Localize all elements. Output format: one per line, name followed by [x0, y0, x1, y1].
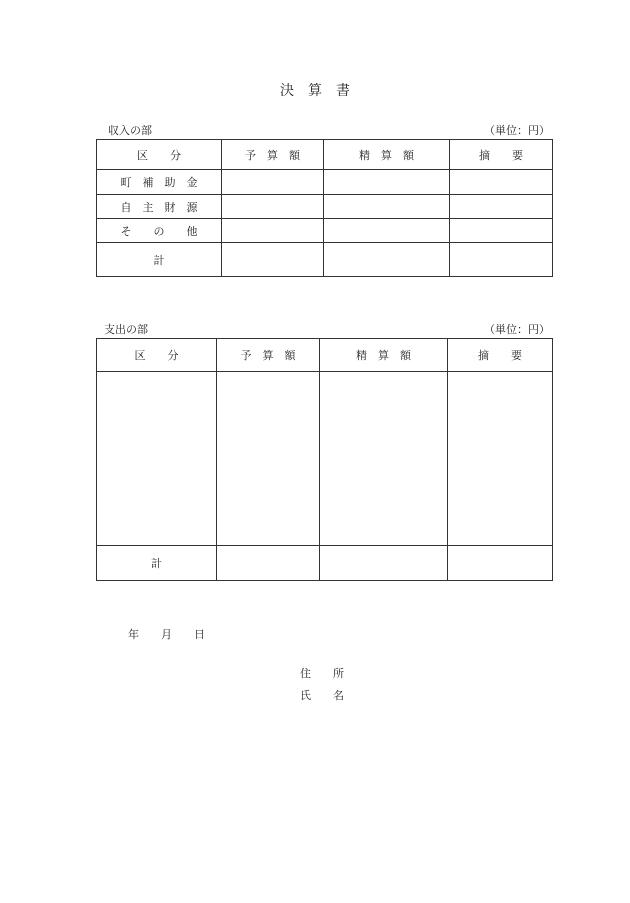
- remarks-cell[interactable]: [450, 219, 553, 243]
- header-budget: 予 算 額: [222, 140, 324, 170]
- expense-header-row: [97, 339, 553, 372]
- income-table: [96, 139, 553, 277]
- expense-table: [96, 338, 553, 581]
- budget-cell[interactable]: [222, 243, 324, 277]
- header-settlement: 精 算 額: [324, 140, 450, 170]
- settlement-cell[interactable]: [324, 219, 450, 243]
- remarks-cell[interactable]: [448, 372, 553, 546]
- header-budget: 予 算 額: [217, 339, 320, 372]
- budget-cell[interactable]: [217, 546, 320, 581]
- remarks-cell[interactable]: [448, 546, 553, 581]
- total-row: [97, 243, 553, 277]
- header-category: 区 分: [97, 339, 217, 372]
- remarks-cell[interactable]: [450, 170, 553, 195]
- budget-cell[interactable]: [222, 195, 324, 219]
- row-label: そ の 他: [97, 219, 222, 243]
- table-row: [97, 372, 553, 546]
- header-settlement: 精 算 額: [320, 339, 448, 372]
- expense-section-label: 支出の部: [104, 323, 148, 336]
- total-label: 計: [97, 243, 222, 277]
- settlement-cell[interactable]: [324, 195, 450, 219]
- header-category: 区 分: [97, 140, 222, 170]
- budget-cell[interactable]: [217, 372, 320, 546]
- date-line: 年 月 日: [128, 628, 205, 641]
- remarks-cell[interactable]: [450, 243, 553, 277]
- table-row: [97, 219, 553, 243]
- document-title: 決 算 書: [280, 83, 350, 99]
- table-row: [97, 195, 553, 219]
- income-section-label: 収入の部: [108, 124, 152, 137]
- settlement-cell[interactable]: [320, 546, 448, 581]
- row-label: 町 補 助 金: [97, 170, 222, 195]
- header-remarks: 摘 要: [450, 140, 553, 170]
- total-label: 計: [97, 546, 217, 581]
- settlement-cell[interactable]: [324, 243, 450, 277]
- expense-unit-label: （単位：円）: [484, 323, 550, 336]
- income-header-row: [97, 140, 553, 170]
- total-row: [97, 546, 553, 581]
- address-label: 住 所: [300, 667, 344, 680]
- category-cell[interactable]: [97, 372, 217, 546]
- budget-cell[interactable]: [222, 170, 324, 195]
- settlement-cell[interactable]: [324, 170, 450, 195]
- header-remarks: 摘 要: [448, 339, 553, 372]
- name-label: 氏 名: [300, 689, 344, 702]
- row-label: 自 主 財 源: [97, 195, 222, 219]
- table-row: [97, 170, 553, 195]
- budget-cell[interactable]: [222, 219, 324, 243]
- remarks-cell[interactable]: [450, 195, 553, 219]
- settlement-cell[interactable]: [320, 372, 448, 546]
- income-unit-label: （単位：円）: [484, 124, 550, 137]
